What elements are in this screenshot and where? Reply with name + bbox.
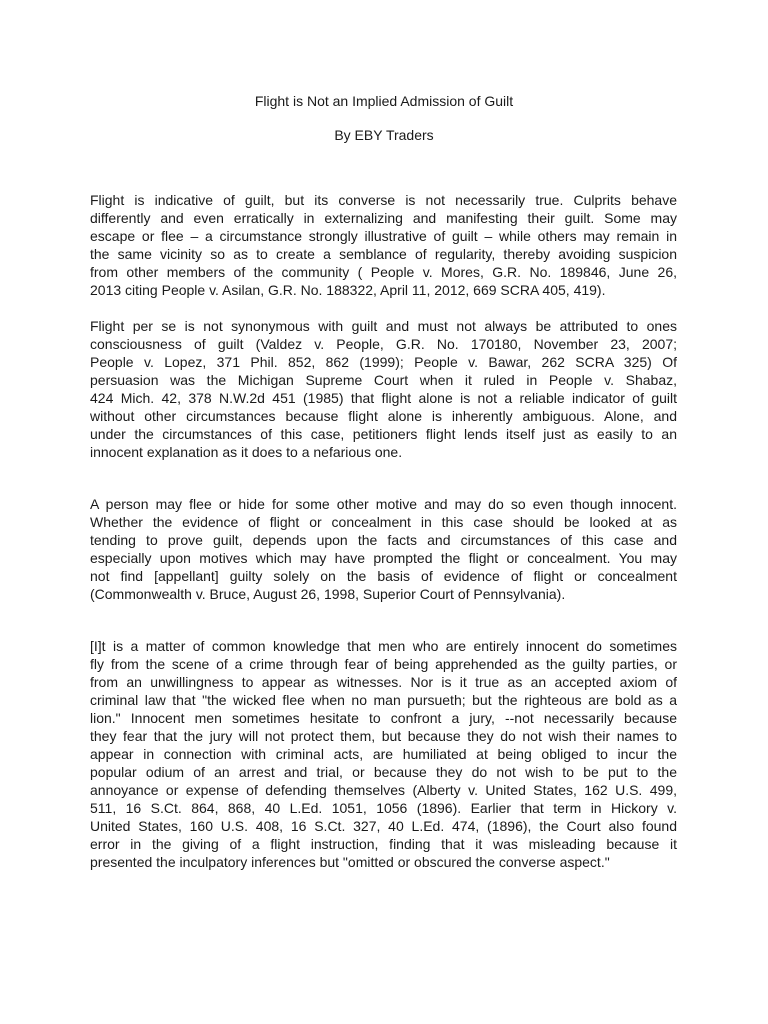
paragraph-line: 424 Mich. 42, 378 N.W.2d 451 (1985) that flight alone is not a reliable indicator of guilt xyxy=(90,390,677,406)
paragraph-line: popular odium of an arrest and trial, or because they do not wish to be put to the xyxy=(90,764,677,780)
paragraph-line: Flight is indicative of guilt, but its converse is not necessarily true. Culprits behave xyxy=(90,192,677,208)
paragraph-line: (Commonwealth v. Bruce, August 26, 1998, Superior Court of Pennsylvania). xyxy=(90,586,566,602)
paragraph-line: appear in connection with criminal acts, are humiliated at being obliged to incur the xyxy=(90,746,677,762)
paragraph-line: United States, 160 U.S. 408, 16 S.Ct. 327, 40 L.Ed. 474, (1896), the Court also found xyxy=(90,818,677,834)
paragraph-line: tending to prove guilt, depends upon the facts and circumstances of this case and xyxy=(90,532,677,548)
paragraph-line: the same vicinity so as to create a semblance of regularity, thereby avoiding suspicion xyxy=(90,246,677,262)
paragraph-line: Flight per se is not synonymous with guilt and must not always be attributed to ones xyxy=(90,318,677,334)
paragraph-line: A person may flee or hide for some other motive and may do so even though innocent. xyxy=(90,496,677,512)
paragraph-line: 2013 citing People v. Asilan, G.R. No. 188322, April 11, 2012, 669 SCRA 405, 419). xyxy=(90,282,606,298)
paragraph-line: escape or flee – a circumstance strongly illustrative of guilt – while others may remain in xyxy=(90,228,677,244)
paragraph-line: they fear that the jury will not protect them, but because they do not wish their names to xyxy=(90,728,677,744)
paragraph-flight-indicative xyxy=(90,191,677,299)
document-byline: By EBY Traders xyxy=(334,127,434,143)
paragraph-line: under the circumstances of this case, petitioners flight lends itself just as easily to an xyxy=(90,426,677,442)
paragraph-line: from an unwillingness to appear as witnesses. Nor is it true as an accepted axiom of xyxy=(90,674,677,690)
paragraph-line: presented the inculpatory inferences but "omitted or obscured the converse aspect." xyxy=(90,854,610,870)
paragraph-line: innocent explanation as it does to a nefarious one. xyxy=(90,444,403,460)
paragraph-flee-or-hide xyxy=(90,495,677,603)
paragraph-line: consciousness of guilt (Valdez v. People, G.R. No. 170180, November 23, 2007; xyxy=(90,336,677,352)
paragraph-line: People v. Lopez, 371 Phil. 852, 862 (1999); People v. Bawar, 262 SCRA 325) Of xyxy=(90,354,677,370)
paragraph-line: from other members of the community ( People v. Mores, G.R. No. 189846, June 26, xyxy=(90,264,677,280)
paragraph-line: without other circumstances because flight alone is inherently ambiguous. Alone, and xyxy=(90,408,677,424)
paragraph-line: criminal law that "the wicked flee when no man pursueth; but the righteous are bold as a xyxy=(90,692,677,708)
paragraph-line: 511, 16 S.Ct. 864, 868, 40 L.Ed. 1051, 1056 (1896). Earlier that term in Hickory v. xyxy=(90,800,677,816)
paragraph-flight-per-se xyxy=(90,317,677,461)
paragraph-line: persuasion was the Michigan Supreme Court when it ruled in People v. Shabaz, xyxy=(90,372,677,388)
paragraph-line: differently and even erratically in externalizing and manifesting their guilt. Some may xyxy=(90,210,677,226)
paragraph-common-knowledge xyxy=(90,637,677,871)
paragraph-line: error in the giving of a flight instruction, finding that it was misleading because it xyxy=(90,836,677,852)
document-title: Flight is Not an Implied Admission of Guilt xyxy=(254,93,514,109)
paragraph-line: especially upon motives which may have prompted the flight or concealment. You may xyxy=(90,550,677,566)
paragraph-line: fly from the scene of a crime through fear of being apprehended as the guilty parties, or xyxy=(90,656,677,672)
paragraph-line: lion." Innocent men sometimes hesitate to confront a jury, --not necessarily because xyxy=(90,710,677,726)
paragraph-line: annoyance or expense of defending themselves (Alberty v. United States, 162 U.S. 499, xyxy=(90,782,677,798)
paragraph-line: [I]t is a matter of common knowledge that men who are entirely innocent do sometimes xyxy=(90,638,677,654)
paragraph-line: Whether the evidence of flight or concealment in this case should be looked at as xyxy=(90,514,677,530)
paragraph-line: not find [appellant] guilty solely on the basis of evidence of flight or concealment xyxy=(90,568,677,584)
